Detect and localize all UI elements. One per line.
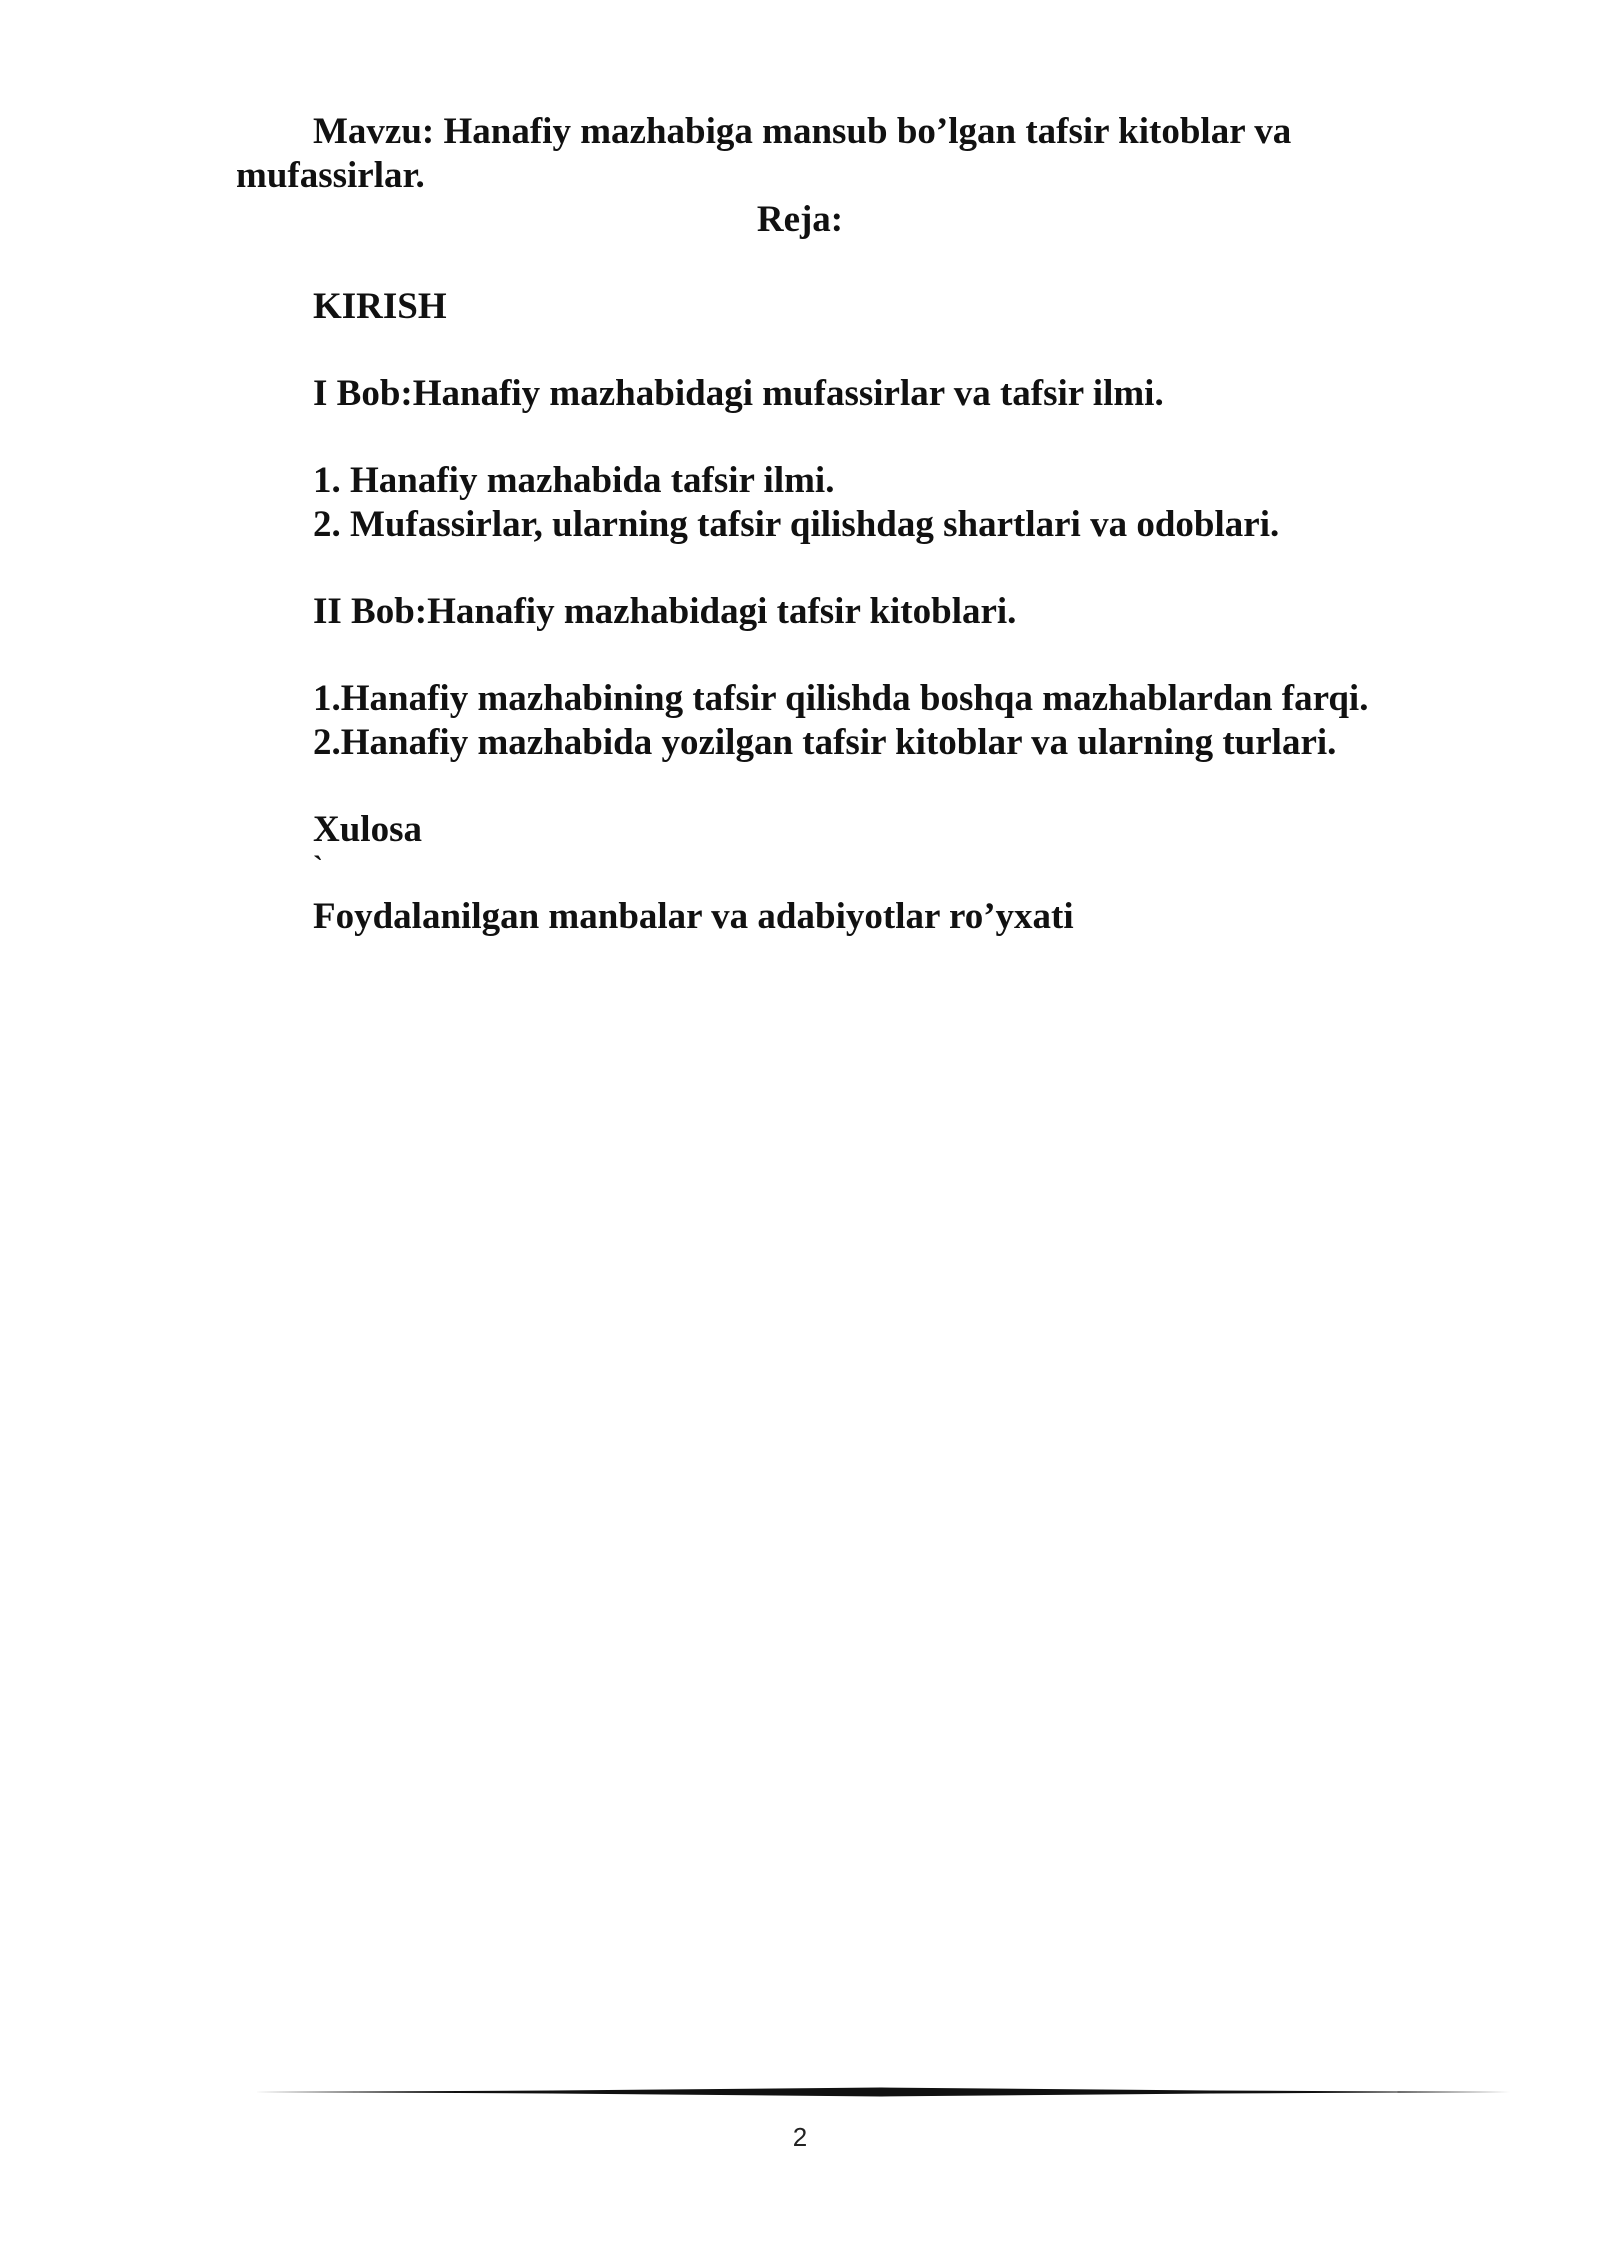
chapter-2-item-1: 1.Hanafiy mazhabining tafsir qilishda boshqa mazhablardan farqi. <box>313 678 1369 719</box>
topic-line-2: mufassirlar. <box>236 155 425 196</box>
chapter-1-item-1: 1. Hanafiy mazhabida tafsir ilmi. <box>313 460 835 501</box>
references-heading: Foydalanilgan manbalar va adabiyotlar ro’yxati <box>313 896 1074 937</box>
chapter-1-title: I Bob:Hanafiy mazhabidagi mufassirlar va tafsir ilmi. <box>313 373 1164 414</box>
chapter-2-item-2: 2.Hanafiy mazhabida yozilgan tafsir kitoblar va ularning turlari. <box>313 722 1337 763</box>
intro-heading: KIRISH <box>313 286 447 327</box>
page-number: 2 <box>792 2122 808 2152</box>
plan-heading: Reja: <box>756 199 844 240</box>
footer-divider-line <box>252 2087 1510 2097</box>
conclusion-heading: Xulosa <box>313 809 422 850</box>
chapter-1-item-2: 2. Mufassirlar, ularning tafsir qilishdag shartlari va odoblari. <box>313 504 1280 545</box>
stray-mark: ` <box>313 850 323 883</box>
chapter-2-title: II Bob:Hanafiy mazhabidagi tafsir kitoblari. <box>313 591 1017 632</box>
topic-line-1: Mavzu: Hanafiy mazhabiga mansub bo’lgan tafsir kitoblar va <box>313 111 1292 152</box>
footer-divider <box>252 2087 1510 2097</box>
